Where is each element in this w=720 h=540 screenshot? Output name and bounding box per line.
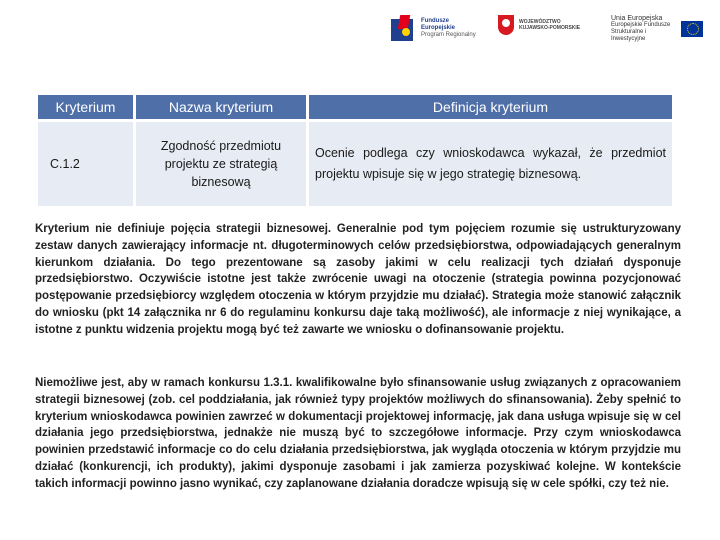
region-logo	[498, 15, 580, 35]
criterion-code: C.1.2	[38, 122, 133, 206]
criterion-definition: Ocenie podlega czy wnioskodawca wykazał, że przedmiot projektu wpisuje się w jego strategię biznesową.	[309, 122, 672, 206]
eu-flag-icon	[681, 21, 703, 37]
crest-icon	[498, 15, 514, 35]
criteria-table	[35, 92, 675, 209]
eu-line2: Europejskie Fundusze	[611, 22, 671, 28]
funds-line2: Europejskie	[421, 24, 456, 31]
region-line1: WOJEWÓDZTWO	[519, 19, 561, 25]
eu-logo	[611, 15, 703, 43]
table-header-row	[38, 95, 672, 119]
logo-bar	[383, 9, 703, 61]
criterion-name: Zgodność przedmiotu projektu ze strategią biznesową	[136, 122, 306, 206]
paragraph-2: Niemożliwe jest, aby w ramach konkursu 1.3.1. kwalifikowalne było sfinansowanie usług związanych z opracowaniem strategii biznesowej (zob. cel poddziałania, jak również typy projektów możliwych do sfinansowania). Żeby spełnić to kryterium wnioskodawca powinien zawrzeć w dokumentacji projektowej informację, jak dana usługa wpisuje się w cel działania jego przedsiębiorstwa, jednakże nie muszą być to szczegółowe informacje. Przy czym wnioskodawca powinien przedstawić informacje co do celu działania przedsiębiorstwa, jak wygląda otoczenia w którym przyjdzie mu działać (konkurencji, ich produkty), jakimi dysponuje zasobami i jak zamierza pozyskiwać kolejne. W kontekście takich informacji powinno jasno wynikać, czy zaplanowane działania doradcze wpisują się w cele spółki, czy też nie.	[35, 377, 681, 490]
header-criterion-name: Nazwa kryterium	[136, 95, 306, 119]
eu-line1: Unia Europejska	[611, 15, 663, 22]
header-criterion-definition: Definicja kryterium	[309, 95, 672, 119]
funds-logo-icon	[391, 15, 417, 41]
eu-line3: Strukturalne i Inwestycyjne	[611, 29, 647, 42]
funds-line1: Fundusze	[421, 17, 449, 24]
funds-line3: Program Regionalny	[421, 31, 476, 38]
funds-logo	[391, 15, 476, 41]
table-row	[38, 122, 672, 206]
region-line2: KUJAWSKO-POMORSKIE	[519, 25, 581, 31]
header-criterion: Kryterium	[38, 95, 133, 119]
paragraph-1: Kryterium nie definiuje pojęcia strategii biznesowej. Generalnie pod tym pojęciem rozumie się ustrukturyzowany zestaw danych zawierający informacje nt. długoterminowych celów przedsiębiorstwa, odpowiadających generalnym kierunkom działania. Do tego prezentowane są zasoby jakimi w celu realizacji tych działań dysponuje przedsiębiorstwo. Oczywiście istotne jest także zwrócenie uwagi na otoczenie (strategia powinna pozycjonować postępowanie przedsiębiorcy względem otoczenia w którym przyjdzie mu działać). Strategia może stanowić załącznik do wniosku (pkt 14 załącznika nr 6 do regulaminu konkursu daje taką możliwość), ale informacje z niej wynikające, a istotne z punktu widzenia projektu mogą być też zawarte we wniosku o dofinansowanie projektu.	[35, 223, 681, 336]
